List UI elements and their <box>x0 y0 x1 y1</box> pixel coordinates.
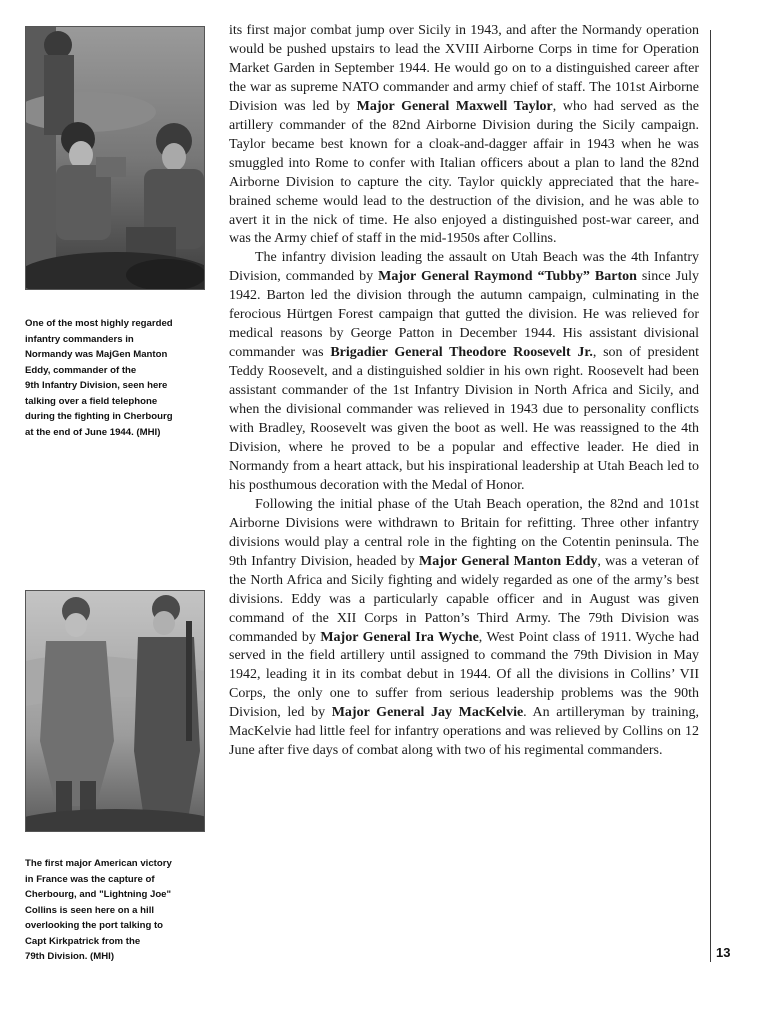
caption-line: One of the most highly regarded <box>25 318 173 329</box>
caption-line: Capt Kirkpatrick from the <box>25 935 141 947</box>
paragraph-text: , West Point class of 1911. Wyche had served in the field artillery until assigned to command the 79th Division in May 1942, leading it in its combat debut in 1944. Of all the divisions in Collins’ VII Corps, the only one to suffer from serious leadership problems was the 90th Division, led by <box>229 629 699 721</box>
caption-line: Collins is seen here on a hill <box>25 904 155 916</box>
paragraph-text: , who had served as the artillery commander of the 82nd Airborne Division during the Sicily campaign. Taylor became best known for a cloak-and-dagger affair in 1943 when he was smuggled into Rome to confer with Italian officers about a plan to land the 82nd Airborne Division to capture the city. Taylor quickly appreciated that the hare-brained scheme would lead to the destruction of the division, and he was able to avert it in the nick of time. He also enjoyed a distinguished post-war career, and was the Army chief of staff in the mid-1950s after Collins. <box>229 98 699 247</box>
caption-line: during the fighting in Cherbourg <box>25 411 173 422</box>
caption-line: The first major American victory <box>25 858 172 869</box>
caption-line: talking over a field telephone <box>25 395 158 407</box>
bold-name: Major General Maxwell Taylor <box>356 98 553 114</box>
paragraph-text: The infantry division leading the assault on Utah Beach was the 4th Infantry Division, commanded by <box>229 250 699 285</box>
paragraph-airborne-commanders <box>229 22 699 249</box>
paragraph-utah-beach-division <box>229 249 699 495</box>
bold-name: Brigadier General Theodore Roosevelt Jr. <box>330 345 593 361</box>
paragraph-text: its first major combat jump over Sicily in 1943, and after the Normandy operation would be pushed upstairs to lead the XVIII Airborne Corps in time for Operation Market Garden in September 1944. He would go on to a distinguished career after the war as supreme NATO commander and army chief of staff. The 101st Airborne Division was led by <box>229 23 699 114</box>
body-text-column <box>229 22 699 761</box>
caption-line: Normandy was MajGen Manton <box>25 349 168 360</box>
bold-name: Major General Ira Wyche <box>320 629 479 645</box>
eddy-field-telephone-photo <box>25 26 205 290</box>
caption-line: Eddy, commander of the <box>25 364 137 376</box>
paragraph-text: since July 1942. Barton led the division through the autumn campaign, culminating in the ferocious Hürtgen Forest campaign that gutted the division. He was relieved for medical reasons by George Patton in December 1944. His assistant divisional commander was <box>229 269 699 361</box>
paragraph-text: . An artilleryman by training, MacKelvie had little feel for infantry operations and was relieved by Collins on 12 June after five days of combat along with two of his regimental commanders. <box>229 705 699 759</box>
paragraph-cotentin-divisions <box>229 496 699 761</box>
bold-name: Major General Manton Eddy <box>418 553 598 569</box>
photo-caption-eddy <box>25 316 207 440</box>
bold-name: Major General Jay MacKelvie <box>331 705 524 721</box>
paragraph-text: , was a veteran of the North Africa and Sicily fighting and widely regarded as one of the army’s best divisions. Eddy was a particularly capable officer and in August was given command of the XII Corps in Patton’s Third Army. The 79th Division was commanded by <box>229 553 699 645</box>
caption-line: 79th Division. (MHI) <box>25 951 115 962</box>
caption-line: Cherbourg, and "Lightning Joe" <box>25 889 172 900</box>
caption-line: overlooking the port talking to <box>25 920 164 931</box>
bold-name: Major General Raymond “Tubby” Barton <box>378 269 637 285</box>
caption-line: infantry commanders in <box>25 333 134 345</box>
paragraph-text: , son of president Teddy Roosevelt, and a distinguished soldier in his own right. Roosevelt had been assistant commander of the 1st Infantry Division in North Africa and Sicily, and when the divisional commander was relieved in 1943 due to personality conflicts with Bradley, Roosevelt was given the boot as well. He was reassigned to the 4th Division, where he proved to be a popular and effective leader. He died in Normandy from a heart attack, but his inspirational leadership at Utah Beach led to his posthumous decoration with the Medal of Honor. <box>229 345 699 493</box>
photo-caption-collins <box>25 856 207 965</box>
caption-line: at the end of June 1944. (MHI) <box>25 426 161 438</box>
page-number: 13 <box>716 945 731 960</box>
caption-line: 9th Infantry Division, seen here <box>25 380 168 391</box>
paragraph-text: Following the initial phase of the Utah Beach operation, the 82nd and 101st Airborne Divisions were withdrawn to Britain for refitting. Three other infantry divisions would play a central role in the fighting on the Cotentin peninsula. The 9th Infantry Division, headed by <box>229 496 699 569</box>
collins-kirkpatrick-photo <box>25 590 205 832</box>
caption-line: in France was the capture of <box>25 873 155 885</box>
margin-rule <box>710 30 711 962</box>
